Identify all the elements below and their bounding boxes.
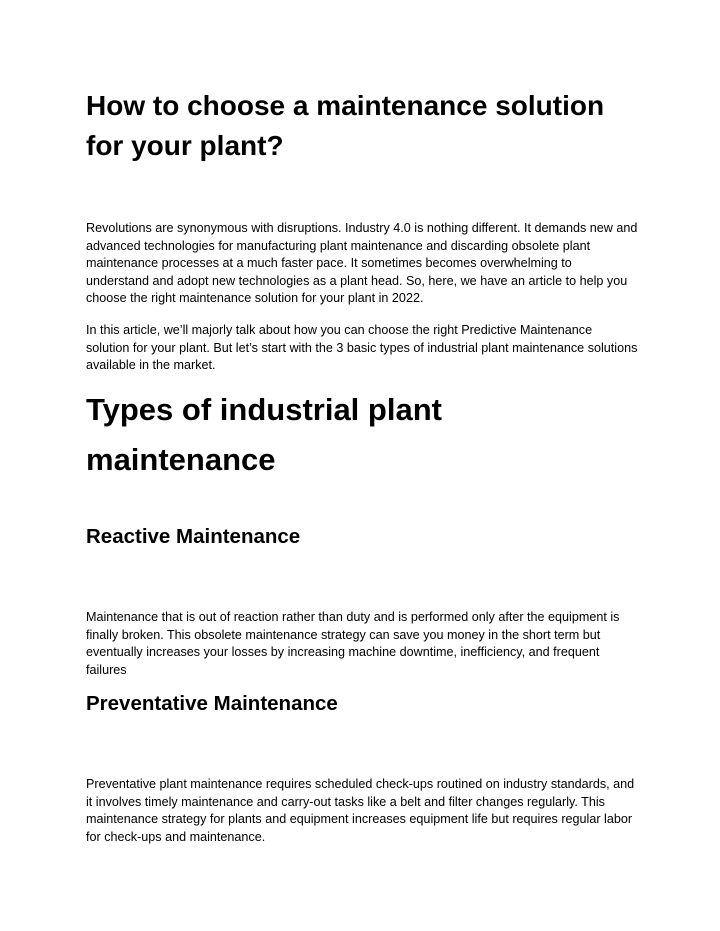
page-title: How to choose a maintenance solution for your plant?	[86, 90, 605, 161]
intro-paragraph-2: In this article, we’ll majorly talk about how you can choose the right Predictive Maintenance solution for your plant. But let’s start with the 3 basic types of industrial plant maintenance solutions available in the market.	[86, 323, 638, 372]
reactive-maintenance-heading: Reactive Maintenance	[86, 525, 301, 548]
reactive-maintenance-text: Maintenance that is out of reaction rather than duty and is performed only after the equipment is finally broken. This obsolete maintenance strategy can save you money in the short term but eventually increases your losses by increasing machine downtime, inefficiency, and frequent failures	[86, 610, 620, 677]
section-heading: Types of industrial plant maintenance	[86, 392, 442, 477]
intro-paragraph-1: Revolutions are synonymous with disruptions. Industry 4.0 is nothing different. It demands new and advanced technologies for manufacturing plant maintenance and discarding obsolete plant maintenance processes at a much faster pace. It sometimes becomes overwhelming to understand and adopt new technologies as a plant head. So, here, we have an article to help you choose the right maintenance solution for your plant in 2022.	[86, 221, 638, 305]
preventative-maintenance-heading: Preventative Maintenance	[86, 692, 338, 715]
preventative-maintenance-text: Preventative plant maintenance requires scheduled check-ups routined on industry standards, and it involves timely maintenance and carry-out tasks like a belt and filter changes regularly. This maintenance strategy for plants and equipment increases equipment life but requires regular labor for check-ups and maintenance.	[86, 777, 635, 844]
